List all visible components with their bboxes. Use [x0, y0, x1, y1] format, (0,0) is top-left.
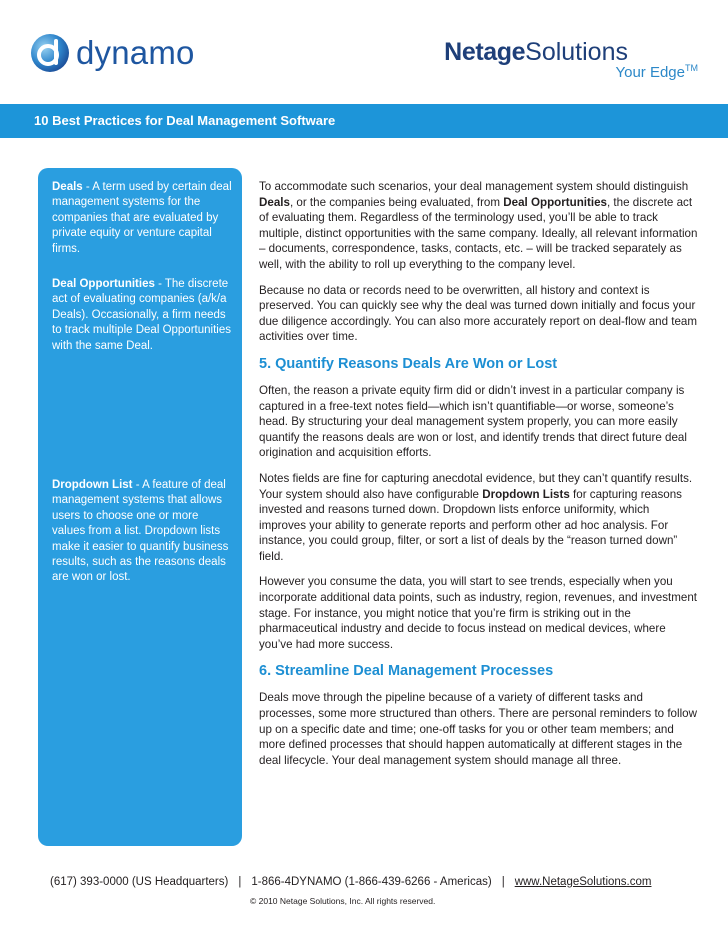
- glossary-term: Deals: [52, 181, 83, 193]
- company-name: [444, 38, 628, 66]
- us-phone: (617) 393-0000 (US Headquarters): [50, 876, 229, 888]
- paragraph: Often, the reason a private equity firm did or didn’t invest in a particular company is captured in a free-text notes field—which isn’t quantifiable—or worse, someone’s head. By structuring your deal management system properly, you can more easily quantify the reasons deals are won or lost, and identify trends that direct future deal origination and acquisition efforts.: [259, 383, 687, 460]
- main-content: [259, 179, 699, 778]
- text: To accommodate such scenarios, your deal management system should distinguish: [259, 180, 689, 193]
- page-header: [0, 0, 728, 100]
- dynamo-logo-icon: [30, 33, 70, 73]
- tagline-text: Your Edge: [615, 64, 685, 81]
- separator: |: [501, 876, 505, 888]
- text: , or the companies being evaluated, from: [289, 195, 504, 209]
- glossary-term: Dropdown List: [52, 479, 133, 491]
- paragraph: However you consume the data, you will start to see trends, especially when you incorporate additional data points, such as industry, region, revenues, and investment stage. For instance, you might notice that you’re firm is striking out in the pharmaceutical industry and decide to focus instead on medical devices, where you’ve had more success.: [259, 575, 698, 651]
- company-name-bold: Netage: [444, 38, 526, 66]
- paragraph: Deals move through the pipeline because of a variety of different tasks and processes, some more structured than others. There are personal reminders to follow up on a specific date and time; one-off tasks for you or other team members; and more defined processes that should happen automatically at different stages in the deal lifecycle. Your deal management system should manage all three.: [259, 691, 697, 767]
- section-heading-6: 6. Streamline Deal Management Processes: [259, 663, 554, 680]
- bold-term: Deal Opportunities: [503, 195, 607, 209]
- page-footer: [0, 874, 728, 934]
- glossary-sidebar: [38, 168, 242, 846]
- glossary-definition: - A feature of deal management systems that allows users to choose one or more values from a list. Dropdown lists make it easier to quantify business results, such as the reasons deals are won or lost.: [52, 479, 229, 584]
- website-link[interactable]: www.NetageSolutions.com: [514, 876, 652, 888]
- paragraph: Because no data or records need to be overwritten, all history and context is preserved. You can quickly see why the deal was turned down initially and focus your due diligence accordingly. You can also more accurately report on deal-flow and team activities over time.: [259, 283, 698, 344]
- glossary-term: Deal Opportunities: [52, 278, 155, 290]
- section-heading-5: 5. Quantify Reasons Deals Are Won or Lost: [259, 355, 558, 372]
- bold-term: Dropdown Lists: [482, 487, 570, 501]
- document-title: 10 Best Practices for Deal Management Software: [34, 113, 336, 128]
- separator: |: [238, 876, 242, 888]
- copyright: © 2010 Netage Solutions, Inc. All rights reserved.: [250, 896, 436, 906]
- glossary-definition: - A term used by certain deal management systems for the companies that are evaluated by private equity or venture capital firms.: [52, 181, 232, 255]
- glossary-deal-opportunities: [52, 277, 232, 354]
- glossary-dropdown-list: [52, 478, 232, 586]
- contact-line: [50, 876, 651, 888]
- paragraph: [259, 179, 699, 273]
- bold-term: Deals: [259, 195, 290, 209]
- paragraph: [259, 471, 699, 565]
- glossary-deals: [52, 180, 232, 257]
- company-name-rest: Solutions: [525, 38, 628, 66]
- text: for capturing reasons invested and reasons turned down. Dropdown lists enforce uniformity, which improves your ability to generate reports and perform other ad hoc analysis. For instance, you could group, filter, or sort a list of deals by the “reason turned down” field.: [259, 487, 682, 563]
- logo-text: dynamo: [76, 34, 195, 71]
- dynamo-logo: [30, 33, 200, 79]
- glossary-definition: - The discrete act of evaluating companies (a/k/a Deals). Occasionally, a firm needs to track multiple Deal Opportunities with the same Deal.: [52, 278, 231, 352]
- title-bar: [0, 104, 728, 138]
- trademark-mark: TM: [685, 63, 698, 73]
- text: , the discrete act of evaluating them. Regardless of the terminology used, you’ll be able to track multiple, distinct opportunities with the same company. Ideally, all relevant information – documents, correspondence, tasks, contacts, etc. – will be tracked separately as well, with the ability to roll up everything to the company level.: [259, 195, 698, 271]
- text: Notes fields are fine for capturing anecdotal evidence, but they can’t quantify results. Your system should also have configurable: [259, 471, 693, 501]
- tagline: [615, 63, 698, 81]
- americas-phone: 1-866-4DYNAMO (1-866-439-6266 - Americas): [251, 876, 492, 888]
